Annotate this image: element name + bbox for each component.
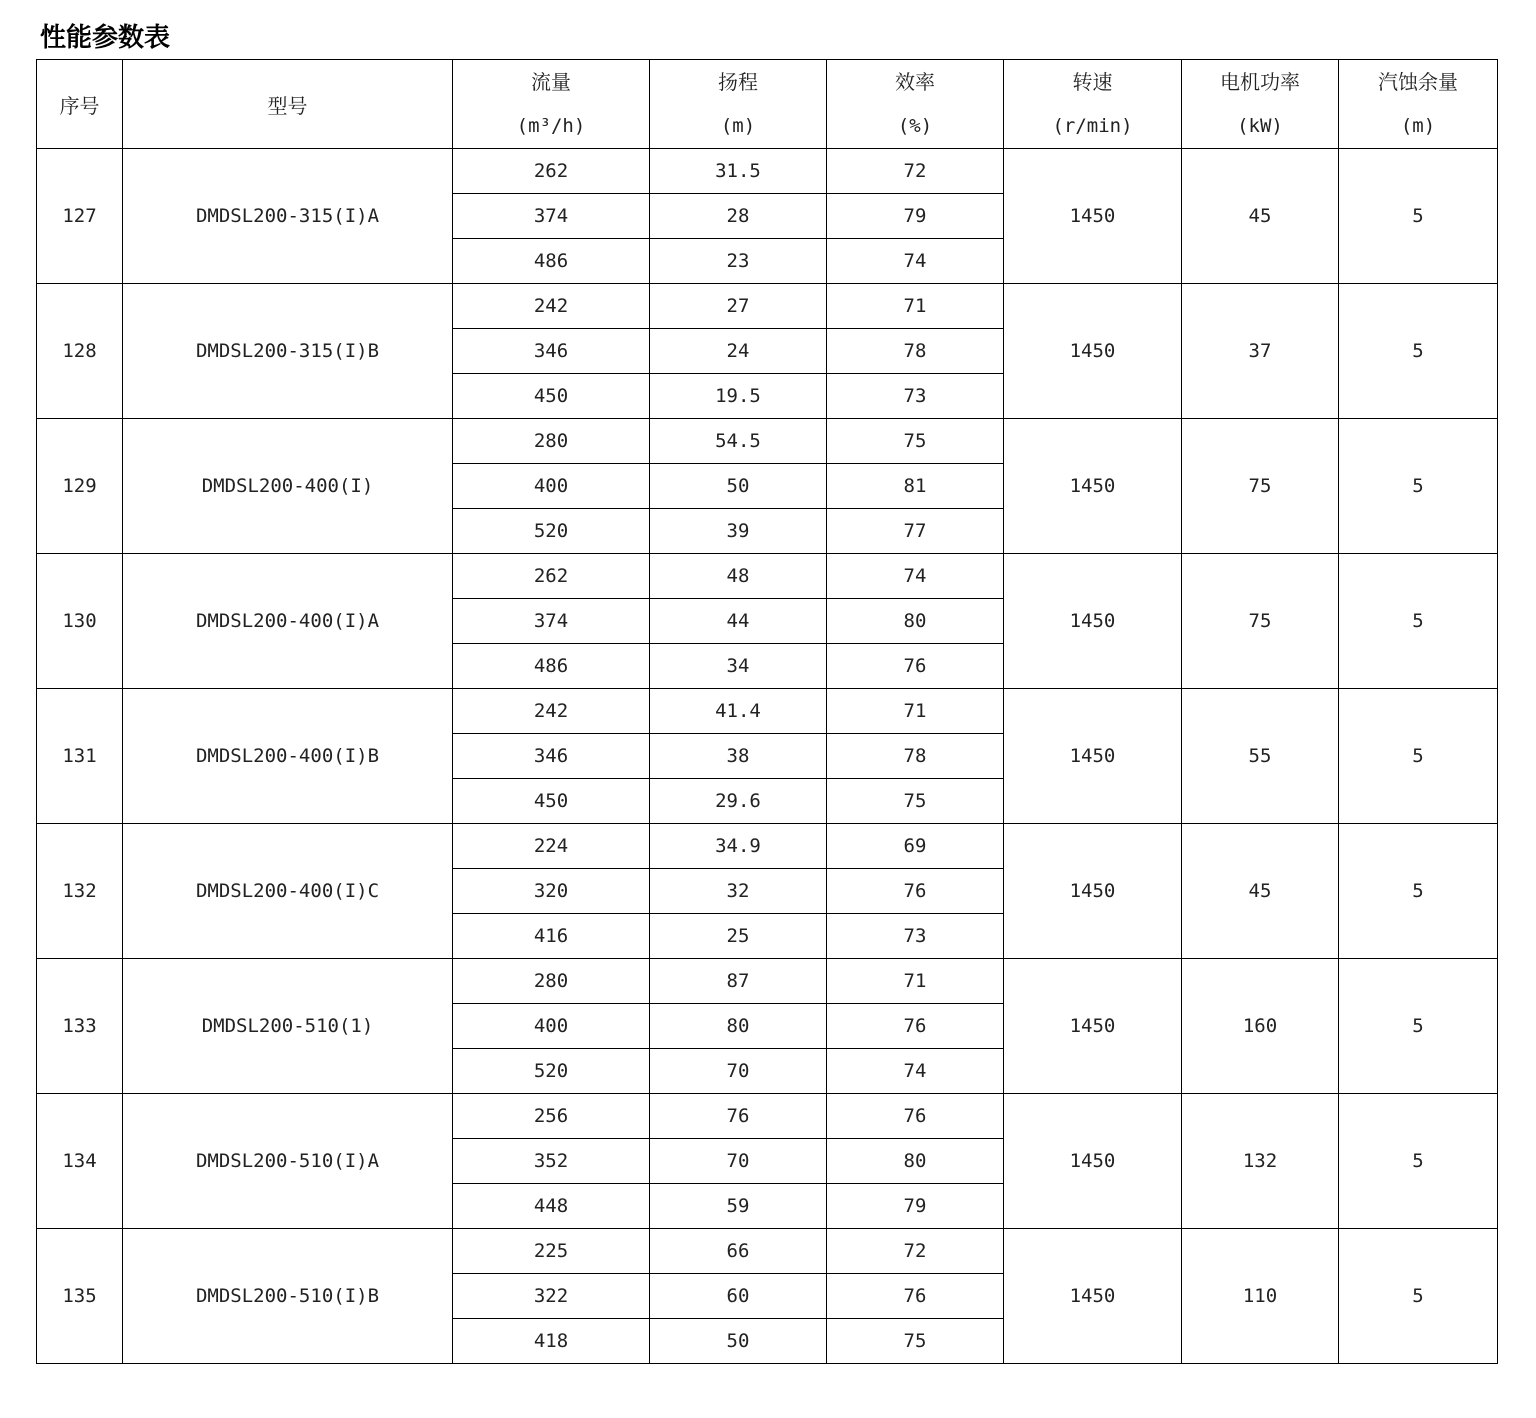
cell-flow: 352 bbox=[453, 1139, 650, 1184]
cell-eff: 78 bbox=[827, 329, 1004, 374]
header-npsh bbox=[1339, 60, 1498, 149]
cell-head: 38 bbox=[650, 734, 827, 779]
cell-eff: 71 bbox=[827, 284, 1004, 329]
cell-eff: 71 bbox=[827, 959, 1004, 1004]
header-flow-unit: (m³/h) bbox=[516, 115, 586, 137]
cell-model: DMDSL200-510(1) bbox=[123, 959, 453, 1094]
cell-npsh: 5 bbox=[1339, 824, 1498, 959]
cell-eff: 81 bbox=[827, 464, 1004, 509]
cell-head: 34.9 bbox=[650, 824, 827, 869]
cell-power: 45 bbox=[1182, 824, 1339, 959]
cell-eff: 75 bbox=[827, 1319, 1004, 1364]
cell-eff: 76 bbox=[827, 1094, 1004, 1139]
cell-power: 110 bbox=[1182, 1229, 1339, 1364]
cell-no: 133 bbox=[37, 959, 123, 1094]
cell-eff: 74 bbox=[827, 1049, 1004, 1094]
cell-power: 160 bbox=[1182, 959, 1339, 1094]
cell-flow: 416 bbox=[453, 914, 650, 959]
cell-head: 31.5 bbox=[650, 149, 827, 194]
cell-speed: 1450 bbox=[1004, 284, 1182, 419]
cell-power: 75 bbox=[1182, 554, 1339, 689]
cell-eff: 77 bbox=[827, 509, 1004, 554]
cell-eff: 73 bbox=[827, 374, 1004, 419]
cell-power: 75 bbox=[1182, 419, 1339, 554]
cell-flow: 486 bbox=[453, 239, 650, 284]
cell-npsh: 5 bbox=[1339, 689, 1498, 824]
performance-table bbox=[36, 59, 1498, 1364]
cell-eff: 75 bbox=[827, 419, 1004, 464]
header-flow-name: 流量 bbox=[531, 70, 571, 94]
cell-eff: 76 bbox=[827, 1274, 1004, 1319]
cell-head: 59 bbox=[650, 1184, 827, 1229]
header-speed-unit: (r/min) bbox=[1052, 115, 1133, 137]
header-head-name: 扬程 bbox=[718, 70, 758, 94]
table-row bbox=[37, 149, 1498, 194]
header-head bbox=[650, 60, 827, 149]
cell-head: 87 bbox=[650, 959, 827, 1004]
header-no: 序号 bbox=[37, 60, 123, 149]
table-row bbox=[37, 284, 1498, 329]
header-power bbox=[1182, 60, 1339, 149]
cell-flow: 520 bbox=[453, 509, 650, 554]
cell-npsh: 5 bbox=[1339, 959, 1498, 1094]
cell-flow: 242 bbox=[453, 689, 650, 734]
cell-no: 135 bbox=[37, 1229, 123, 1364]
cell-flow: 448 bbox=[453, 1184, 650, 1229]
cell-head: 19.5 bbox=[650, 374, 827, 419]
header-power-name: 电机功率 bbox=[1220, 70, 1300, 94]
cell-no: 134 bbox=[37, 1094, 123, 1229]
cell-eff: 79 bbox=[827, 194, 1004, 239]
cell-flow: 224 bbox=[453, 824, 650, 869]
cell-head: 50 bbox=[650, 464, 827, 509]
cell-eff: 79 bbox=[827, 1184, 1004, 1229]
header-head-unit: (m) bbox=[720, 115, 756, 137]
table-row bbox=[37, 419, 1498, 464]
header-flow bbox=[453, 60, 650, 149]
table-row bbox=[37, 554, 1498, 599]
cell-eff: 80 bbox=[827, 599, 1004, 644]
cell-flow: 346 bbox=[453, 329, 650, 374]
cell-model: DMDSL200-400(I) bbox=[123, 419, 453, 554]
cell-flow: 400 bbox=[453, 1004, 650, 1049]
cell-npsh: 5 bbox=[1339, 554, 1498, 689]
cell-flow: 262 bbox=[453, 554, 650, 599]
cell-head: 70 bbox=[650, 1139, 827, 1184]
cell-speed: 1450 bbox=[1004, 824, 1182, 959]
header-eff-unit: (%) bbox=[897, 115, 933, 137]
table-row bbox=[37, 1229, 1498, 1274]
cell-flow: 262 bbox=[453, 149, 650, 194]
cell-speed: 1450 bbox=[1004, 554, 1182, 689]
cell-flow: 346 bbox=[453, 734, 650, 779]
cell-head: 24 bbox=[650, 329, 827, 374]
cell-power: 45 bbox=[1182, 149, 1339, 284]
cell-model: DMDSL200-315(I)B bbox=[123, 284, 453, 419]
cell-no: 131 bbox=[37, 689, 123, 824]
cell-no: 132 bbox=[37, 824, 123, 959]
cell-head: 48 bbox=[650, 554, 827, 599]
cell-npsh: 5 bbox=[1339, 284, 1498, 419]
cell-speed: 1450 bbox=[1004, 419, 1182, 554]
cell-speed: 1450 bbox=[1004, 1094, 1182, 1229]
header-speed bbox=[1004, 60, 1182, 149]
cell-flow: 418 bbox=[453, 1319, 650, 1364]
cell-eff: 76 bbox=[827, 869, 1004, 914]
cell-flow: 322 bbox=[453, 1274, 650, 1319]
cell-flow: 225 bbox=[453, 1229, 650, 1274]
cell-eff: 72 bbox=[827, 149, 1004, 194]
cell-eff: 73 bbox=[827, 914, 1004, 959]
cell-model: DMDSL200-315(I)A bbox=[123, 149, 453, 284]
cell-model: DMDSL200-400(I)A bbox=[123, 554, 453, 689]
cell-head: 70 bbox=[650, 1049, 827, 1094]
cell-speed: 1450 bbox=[1004, 1229, 1182, 1364]
cell-flow: 374 bbox=[453, 599, 650, 644]
cell-flow: 280 bbox=[453, 959, 650, 1004]
cell-model: DMDSL200-510(I)A bbox=[123, 1094, 453, 1229]
header-row bbox=[37, 60, 1498, 149]
cell-speed: 1450 bbox=[1004, 149, 1182, 284]
cell-npsh: 5 bbox=[1339, 1229, 1498, 1364]
header-eff bbox=[827, 60, 1004, 149]
cell-head: 28 bbox=[650, 194, 827, 239]
cell-eff: 74 bbox=[827, 239, 1004, 284]
cell-flow: 256 bbox=[453, 1094, 650, 1139]
header-power-unit: (kW) bbox=[1237, 115, 1283, 137]
cell-flow: 320 bbox=[453, 869, 650, 914]
cell-eff: 69 bbox=[827, 824, 1004, 869]
cell-model: DMDSL200-510(I)B bbox=[123, 1229, 453, 1364]
header-npsh-name: 汽蚀余量 bbox=[1378, 70, 1458, 94]
cell-head: 23 bbox=[650, 239, 827, 284]
table-row bbox=[37, 689, 1498, 734]
cell-flow: 520 bbox=[453, 1049, 650, 1094]
cell-flow: 486 bbox=[453, 644, 650, 689]
cell-eff: 75 bbox=[827, 779, 1004, 824]
cell-eff: 72 bbox=[827, 1229, 1004, 1274]
cell-model: DMDSL200-400(I)B bbox=[123, 689, 453, 824]
cell-head: 32 bbox=[650, 869, 827, 914]
table-row bbox=[37, 824, 1498, 869]
cell-flow: 450 bbox=[453, 779, 650, 824]
cell-flow: 400 bbox=[453, 464, 650, 509]
cell-flow: 450 bbox=[453, 374, 650, 419]
cell-speed: 1450 bbox=[1004, 959, 1182, 1094]
cell-no: 128 bbox=[37, 284, 123, 419]
cell-head: 41.4 bbox=[650, 689, 827, 734]
cell-eff: 71 bbox=[827, 689, 1004, 734]
cell-head: 29.6 bbox=[650, 779, 827, 824]
cell-npsh: 5 bbox=[1339, 419, 1498, 554]
cell-no: 129 bbox=[37, 419, 123, 554]
cell-eff: 80 bbox=[827, 1139, 1004, 1184]
table-row bbox=[37, 959, 1498, 1004]
cell-no: 130 bbox=[37, 554, 123, 689]
cell-head: 54.5 bbox=[650, 419, 827, 464]
cell-power: 132 bbox=[1182, 1094, 1339, 1229]
cell-head: 50 bbox=[650, 1319, 827, 1364]
cell-flow: 280 bbox=[453, 419, 650, 464]
page-title: 性能参数表 bbox=[40, 23, 171, 53]
cell-flow: 242 bbox=[453, 284, 650, 329]
cell-eff: 78 bbox=[827, 734, 1004, 779]
header-eff-name: 效率 bbox=[895, 70, 935, 94]
cell-head: 39 bbox=[650, 509, 827, 554]
table-body bbox=[37, 149, 1498, 1364]
cell-head: 25 bbox=[650, 914, 827, 959]
cell-speed: 1450 bbox=[1004, 689, 1182, 824]
cell-head: 27 bbox=[650, 284, 827, 329]
cell-no: 127 bbox=[37, 149, 123, 284]
cell-head: 80 bbox=[650, 1004, 827, 1049]
cell-head: 66 bbox=[650, 1229, 827, 1274]
cell-power: 55 bbox=[1182, 689, 1339, 824]
cell-head: 44 bbox=[650, 599, 827, 644]
cell-head: 76 bbox=[650, 1094, 827, 1139]
header-model: 型号 bbox=[123, 60, 453, 149]
cell-eff: 76 bbox=[827, 1004, 1004, 1049]
cell-power: 37 bbox=[1182, 284, 1339, 419]
cell-head: 60 bbox=[650, 1274, 827, 1319]
cell-npsh: 5 bbox=[1339, 149, 1498, 284]
header-speed-name: 转速 bbox=[1072, 70, 1113, 94]
cell-head: 34 bbox=[650, 644, 827, 689]
cell-eff: 74 bbox=[827, 554, 1004, 599]
header-npsh-unit: (m) bbox=[1400, 115, 1436, 137]
cell-npsh: 5 bbox=[1339, 1094, 1498, 1229]
cell-eff: 76 bbox=[827, 644, 1004, 689]
table-row bbox=[37, 1094, 1498, 1139]
cell-model: DMDSL200-400(I)C bbox=[123, 824, 453, 959]
cell-flow: 374 bbox=[453, 194, 650, 239]
